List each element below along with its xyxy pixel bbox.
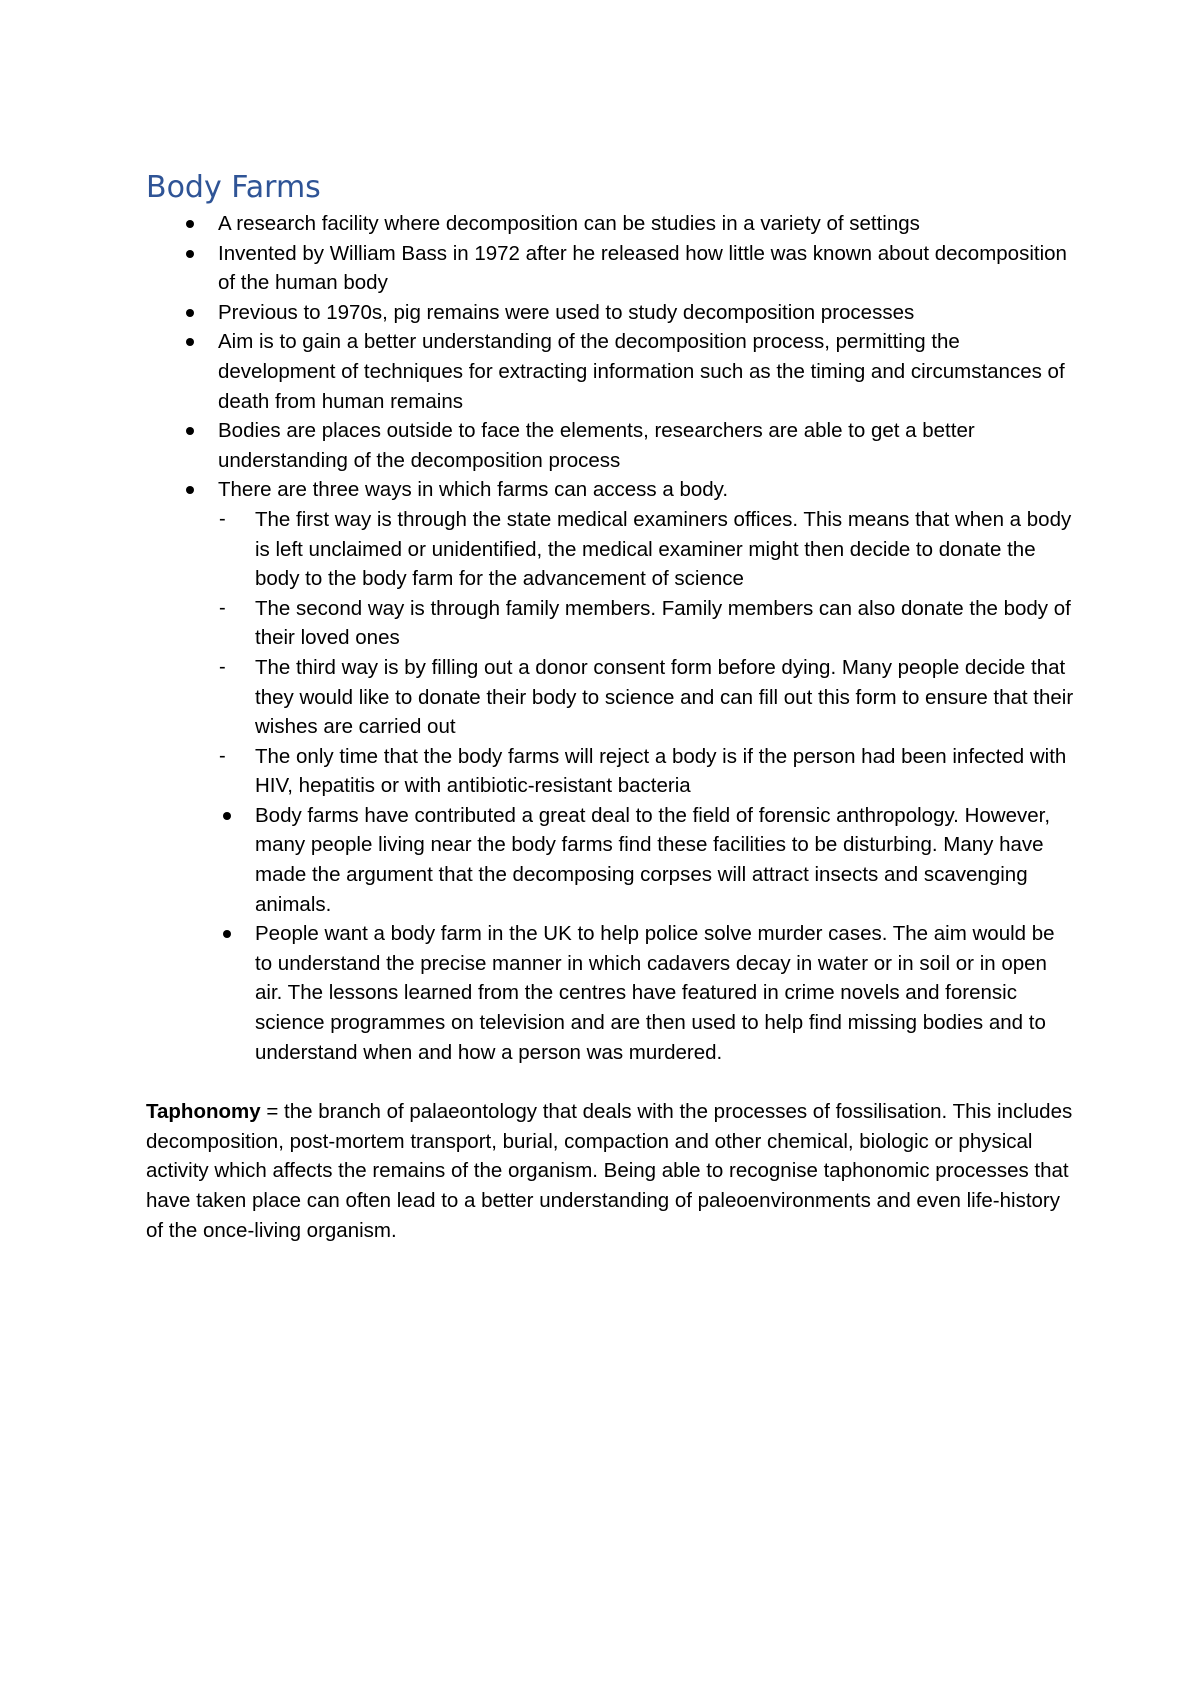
bullet-text: A research facility where decomposition can be studies in a variety of settings — [218, 212, 920, 235]
list-item — [146, 919, 1076, 1067]
sub-item-text: The first way is through the state medical examiners offices. This means that when a body is left unclaimed or unidentified, the medical examiner might then decide to donate the body to the body farm for the advancement of science — [255, 507, 1072, 591]
list-item — [146, 239, 1076, 298]
dash-marker-icon: - — [219, 507, 226, 530]
document-title: Body Farms — [146, 170, 321, 205]
bullet-dot-icon — [186, 220, 194, 228]
list-item — [146, 416, 1076, 475]
bullet-dot-icon — [186, 486, 194, 494]
list-item — [146, 594, 1076, 653]
bullet-dot-icon — [186, 250, 194, 258]
bullet-dot-icon — [223, 812, 231, 820]
bullet-text: Aim is to gain a better understanding of the decomposition process, permitting the development of techniques for extracting information such as the timing and circumstances of death from human remains — [218, 330, 1065, 413]
list-item — [146, 327, 1076, 416]
dash-marker-icon: - — [219, 655, 226, 678]
sub-bullet-text: Body farms have contributed a great deal to the field of forensic anthropology. However, many people living near the body farms find these facilities to be disturbing. Many have made the argument that the decomposing corpses will attract insects and scavenging animals. — [255, 803, 1051, 916]
dash-marker-icon: - — [219, 744, 226, 767]
bullet-dot-icon — [223, 930, 231, 938]
sub-item-text: The second way is through family members. Family members can also donate the body of their loved ones — [255, 596, 1071, 650]
list-item — [146, 742, 1076, 801]
bullet-dot-icon — [186, 427, 194, 435]
definition-term: Taphonomy — [146, 1100, 261, 1124]
list-item — [146, 298, 1076, 328]
definition-text: = the branch of palaeontology that deals with the processes of fossilisation. This includes decomposition, post-mortem transport, burial, compaction and other chemical, biologic or physical activity which affects the remains of the organism. Being able to recognise taphonomic processes that have taken place can often lead to a better understanding of paleoenvironments and even life-history of the once-living organism. — [146, 1100, 1073, 1242]
bullet-text: Invented by William Bass in 1972 after he released how little was known about decomposition of the human body — [218, 241, 1067, 295]
taphonomy-definition — [146, 1097, 1076, 1245]
list-item — [146, 209, 1076, 239]
list-item — [146, 653, 1076, 742]
list-item — [146, 505, 1076, 594]
dash-marker-icon: - — [219, 596, 226, 619]
list-item — [146, 801, 1076, 919]
list-item — [146, 475, 1076, 505]
bullet-text: There are three ways in which farms can access a body. — [218, 478, 729, 502]
main-bullet-list — [146, 209, 1076, 505]
sub-bullet-text: People want a body farm in the UK to help police solve murder cases. The aim would be to understand the precise manner in which cadavers decay in water or in soil or in open air. The lessons learned from the centres have featured in crime novels and forensic science programmes on television and are then used to help find missing bodies and to understand when and how a person was murdered. — [255, 922, 1055, 1064]
document-content — [146, 170, 1076, 1245]
sub-item-list — [146, 505, 1076, 1067]
bullet-text: Previous to 1970s, pig remains were used to study decomposition processes — [218, 300, 915, 324]
bullet-dot-icon — [186, 338, 194, 346]
bullet-text: Bodies are places outside to face the elements, researchers are able to get a better understanding of the decomposition process — [218, 419, 975, 472]
sub-item-text: The third way is by filling out a donor consent form before dying. Many people decide that they would like to donate their body to science and can fill out this form to ensure that their wishes are carried out — [255, 655, 1074, 739]
sub-item-text: The only time that the body farms will reject a body is if the person had been infected with HIV, hepatitis or with antibiotic-resistant bacteria — [255, 744, 1067, 798]
bullet-dot-icon — [186, 309, 194, 317]
